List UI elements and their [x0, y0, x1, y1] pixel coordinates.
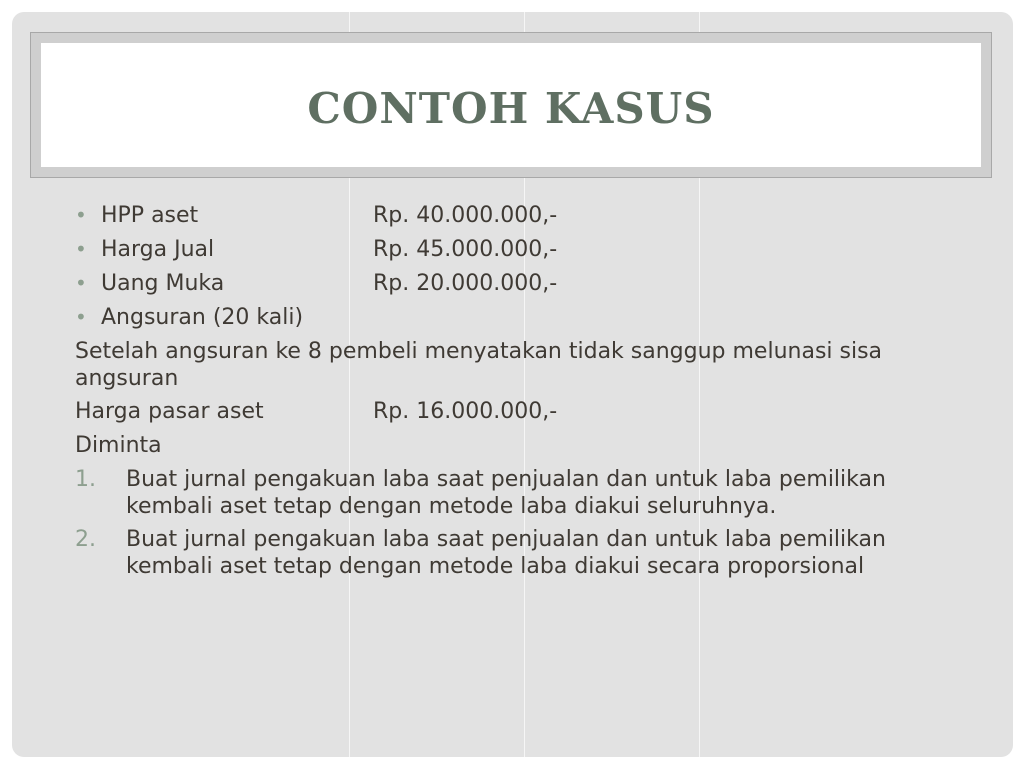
bullet-label: Harga Jual	[101, 237, 215, 262]
bullet-icon: •	[75, 305, 87, 329]
task-item	[75, 526, 956, 580]
asked-label: Diminta	[75, 433, 162, 458]
slide-body	[75, 202, 975, 586]
bullet-value: Rp. 40.000.000,-	[373, 203, 558, 228]
title-frame	[30, 32, 992, 178]
market-price-label: Harga pasar aset	[75, 399, 264, 424]
bullet-label: HPP aset	[101, 203, 199, 228]
task-text: Buat jurnal pengakuan laba saat penjualan dan untuk laba pemilikan kembali aset tetap dengan metode laba diakui seluruhnya.	[126, 467, 886, 519]
bullet-label: Uang Muka	[101, 271, 225, 296]
market-price-value: Rp. 16.000.000,-	[373, 399, 558, 424]
task-item	[75, 466, 956, 520]
bullet-value: Rp. 45.000.000,-	[373, 237, 558, 262]
bullet-icon: •	[75, 271, 87, 295]
task-text: Buat jurnal pengakuan laba saat penjualan dan untuk laba pemilikan kembali aset tetap dengan metode laba diakui secara proporsional	[126, 527, 886, 579]
slide	[12, 12, 1013, 757]
task-number: 1.	[75, 467, 96, 492]
slide-title: CONTOH KASUS	[307, 83, 715, 133]
bullet-value: Rp. 20.000.000,-	[373, 271, 558, 296]
bullet-icon: •	[75, 237, 87, 261]
task-number: 2.	[75, 527, 96, 552]
market-price-row	[75, 398, 975, 432]
title-box	[41, 43, 981, 167]
bullet-label: Angsuran (20 kali)	[101, 305, 304, 330]
bullet-item	[75, 304, 975, 338]
bullet-item	[75, 270, 975, 304]
bullet-item	[75, 236, 975, 270]
bullet-icon: •	[75, 203, 87, 227]
bullet-item	[75, 202, 975, 236]
case-paragraph: Setelah angsuran ke 8 pembeli menyatakan tidak sanggup melunasi sisa angsuran	[75, 339, 883, 391]
